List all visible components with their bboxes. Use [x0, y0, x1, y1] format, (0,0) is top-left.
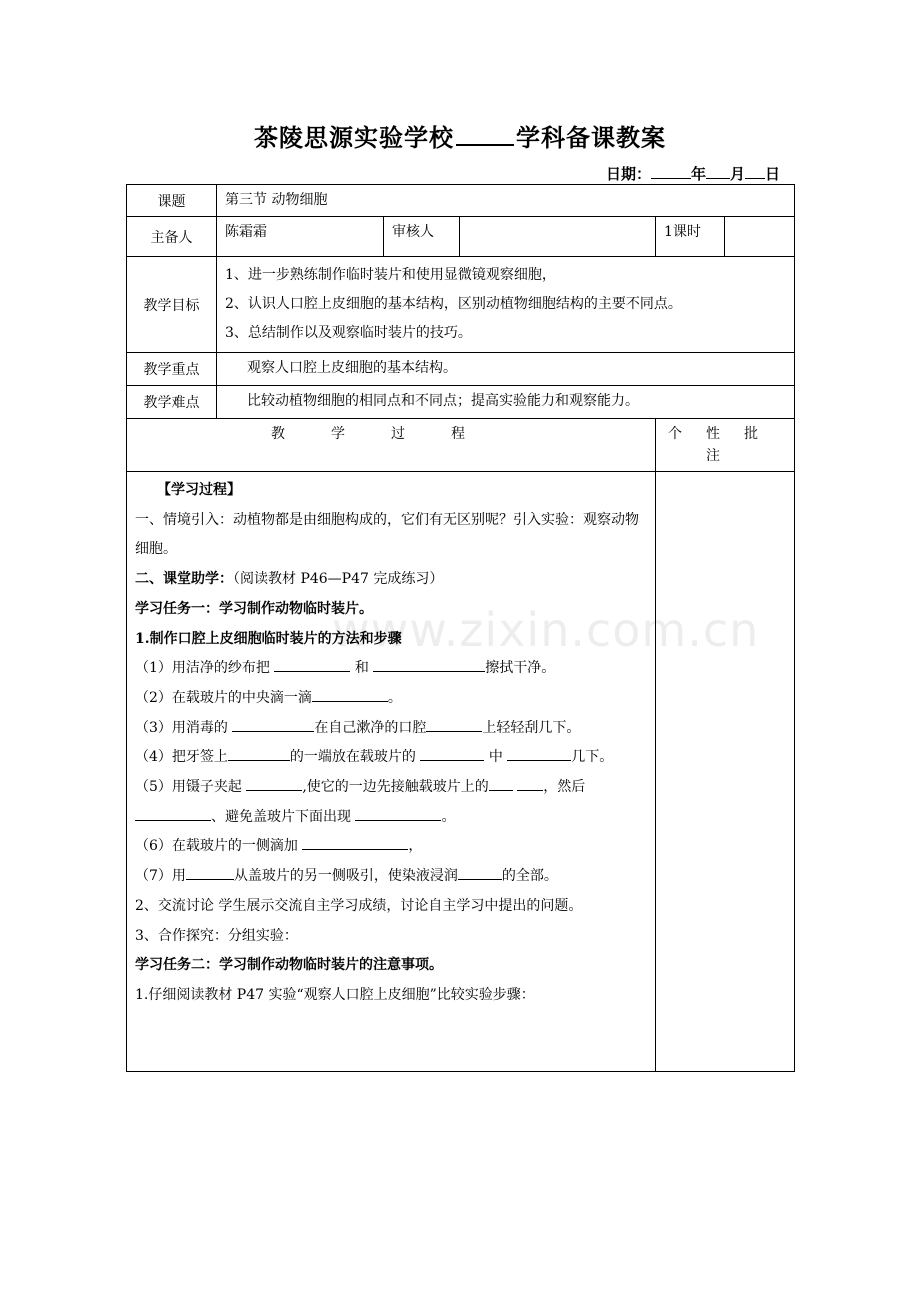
goals-label: 教学目标	[127, 257, 217, 353]
topic-label: 课题	[127, 185, 217, 217]
step-4: （4）把牙签上 的一端放在载玻片的 中 几下。	[135, 743, 647, 773]
process-content	[127, 472, 656, 1072]
preparer-value: 陈霜霜	[217, 217, 384, 257]
topic-value: 第三节 动物细胞	[217, 185, 795, 217]
step-6: （6）在载玻片的一侧滴加 ，	[135, 832, 647, 862]
lesson-plan-table	[126, 184, 795, 1072]
section-title: 【学习过程】	[157, 482, 241, 498]
day-blank	[745, 164, 765, 179]
reviewer-label: 审核人	[384, 217, 460, 257]
year-blank	[651, 164, 691, 179]
cooperation-text: 3、合作探究：分组实验：	[135, 927, 298, 944]
goal-item: 3、总结制作以及观察临时装片的技巧。	[225, 325, 472, 341]
step-1: （1）用洁净的纱布把 和 擦拭干净。	[135, 654, 647, 684]
step-7: （7）用 从盖玻片的另一侧吸引，使染液浸润 的全部。	[135, 862, 647, 892]
step-5: （5）用镊子夹起 ,使它的一边先接触载玻片上的 ，然后、避免盖玻片下面出现 。	[135, 773, 647, 832]
key-point-label: 教学重点	[127, 353, 217, 386]
process-header: 教学过程	[127, 419, 656, 472]
notes-column	[656, 472, 795, 1072]
step-2: （2）在载玻片的中央滴一滴 。	[135, 684, 647, 714]
task-one-title: 学习任务一：学习制作动物临时装片。	[135, 600, 373, 617]
watermark: www.zixin.com.cn	[332, 603, 760, 657]
page-title: 茶陵思源实验学校 学科备课教案	[254, 123, 666, 152]
task-two-title: 学习任务二：学习制作动物临时装片的注意事项。	[135, 957, 443, 974]
difficulty-label: 教学难点	[127, 386, 217, 419]
reviewer-value	[460, 217, 656, 257]
intro-text: 一、情境引入：动植物都是由细胞构成的，它们有无区别呢？引入实验：观察动物细胞。	[135, 511, 639, 558]
date-line: 日期： 年 月 日	[605, 165, 780, 183]
month-blank	[706, 164, 730, 179]
goals-list	[217, 257, 795, 353]
hours-extra	[725, 217, 795, 257]
method-title: 1.制作口腔上皮细胞临时装片的方法和步骤	[135, 630, 402, 647]
hours-value: 1课时	[656, 217, 725, 257]
step-3: （3）用消毒的 在自己漱净的口腔 上轻轻刮几下。	[135, 714, 647, 744]
goal-item: 1、进一步熟练制作临时装片和使用显微镜观察细胞，	[225, 267, 556, 283]
key-point-value: 观察人口腔上皮细胞的基本结构。	[217, 353, 795, 386]
read-instruction: 1.仔细阅读教材 P47 实验“观察人口腔上皮细胞”比较实验步骤：	[135, 986, 535, 1003]
preparer-label: 主备人	[127, 217, 217, 257]
subject-blank	[456, 124, 514, 146]
difficulty-value: 比较动植物细胞的相同点和不同点；提高实验能力和观察能力。	[217, 386, 795, 419]
notes-header: 个性批 注	[656, 419, 795, 472]
goal-item: 2、认识人口腔上皮细胞的基本结构，区别动植物细胞结构的主要不同点。	[225, 296, 682, 312]
discussion-text: 2、交流讨论 学生展示交流自主学习成绩，讨论自主学习中提出的问题。	[135, 897, 583, 914]
class-help-line: 二、课堂助学：（阅读教材 P46—P47 完成练习）	[135, 571, 444, 588]
